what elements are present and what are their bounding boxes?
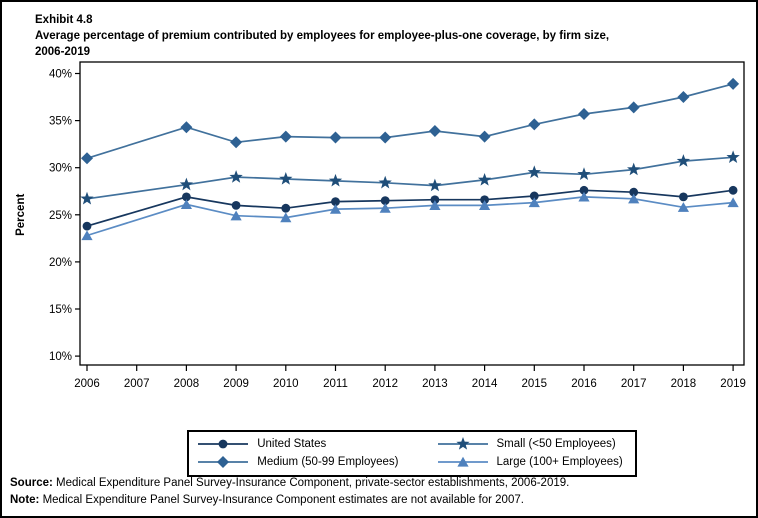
data-point-diamond (628, 101, 640, 113)
x-axis-tick-label: 2008 (173, 378, 200, 390)
data-point-star (627, 163, 640, 176)
y-axis-tick-label: 35% (48, 115, 72, 128)
legend-label: United States (257, 438, 327, 450)
triangle-legend-swatch (437, 454, 489, 470)
data-point-star (80, 192, 93, 205)
chart-legend (187, 430, 637, 477)
star-legend-swatch (437, 436, 489, 452)
data-point-star (726, 150, 739, 163)
legend-item-small-50-employees (437, 436, 623, 452)
data-point-star (677, 154, 690, 167)
data-point-circle (83, 222, 92, 231)
data-point-star (528, 165, 541, 178)
legend-item-large-100-employees (437, 454, 623, 470)
data-point-circle (679, 193, 688, 202)
y-axis-title: Percent (15, 193, 27, 236)
x-axis-tick-label: 2010 (273, 378, 299, 390)
x-axis-tick-label: 2014 (471, 378, 498, 390)
data-point-star (379, 176, 392, 189)
data-point-diamond (528, 118, 540, 130)
data-point-diamond (727, 78, 739, 90)
data-point-star (279, 172, 292, 185)
x-axis-tick-label: 2012 (372, 378, 398, 390)
data-point-star (577, 167, 590, 180)
data-point-diamond (379, 132, 391, 144)
plot-frame (80, 62, 744, 365)
circle-icon (219, 440, 228, 449)
legend-item-united-states (197, 436, 398, 452)
legend-label: Large (100+ Employees) (496, 456, 623, 468)
y-axis-tick-label: 20% (48, 256, 72, 269)
x-axis-tick-label: 2016 (571, 378, 597, 390)
star-icon (456, 437, 469, 450)
data-point-diamond (330, 132, 342, 144)
data-point-circle (281, 204, 290, 213)
y-axis-tick-label: 30% (48, 162, 72, 175)
series-line-diamond (87, 84, 733, 158)
x-axis-tick-label: 2015 (521, 378, 548, 390)
x-axis-tick-label: 2013 (422, 378, 448, 390)
x-axis-tick-label: 2019 (720, 378, 746, 390)
diamond-legend-swatch (197, 454, 249, 470)
y-axis-tick-label: 15% (48, 304, 72, 316)
diamond-icon (217, 456, 229, 468)
chart-title-line1: Average percentage of premium contributed by employees for employee-plus-one coverage, by firm size, (35, 30, 610, 42)
data-point-circle (232, 201, 241, 210)
data-point-circle (729, 186, 738, 195)
x-axis-tick-label: 2018 (670, 378, 697, 390)
data-point-star (428, 179, 441, 192)
data-point-star (180, 178, 193, 191)
data-point-triangle (81, 230, 92, 240)
legend-item-medium-50-99-employees (197, 454, 398, 470)
chart-title-line2: 2006-2019 (35, 46, 90, 58)
circle-legend-swatch (197, 436, 249, 452)
data-point-triangle (181, 199, 192, 209)
data-point-star (229, 170, 242, 183)
y-axis-tick-label: 10% (48, 351, 72, 364)
data-point-diamond (280, 131, 292, 143)
legend-wrap (80, 430, 744, 477)
source-label: Source: (10, 477, 53, 489)
legend-label: Medium (50-99 Employees) (257, 456, 399, 468)
source-text: Medical Expenditure Panel Survey-Insurance Component, private-sector establishments, 2006-2019. (52, 477, 570, 489)
data-point-diamond (479, 131, 491, 143)
x-axis-tick-label: 2007 (123, 378, 150, 390)
source-line (10, 475, 750, 492)
x-axis-tick-label: 2017 (620, 378, 647, 390)
data-point-star (478, 173, 491, 186)
y-axis-tick-label: 40% (48, 68, 72, 81)
chart-footer (10, 475, 750, 508)
x-axis-tick-label: 2011 (323, 378, 348, 390)
data-point-star (329, 174, 342, 187)
data-point-diamond (81, 152, 93, 164)
x-axis-tick-label: 2009 (223, 378, 249, 390)
x-axis-tick-label: 2006 (74, 378, 100, 390)
note-label: Note: (10, 493, 40, 506)
data-point-diamond (230, 136, 242, 148)
note-text: Medical Expenditure Panel Survey-Insurance Component estimates are not available for 2007. (39, 493, 524, 506)
y-axis-tick-label: 25% (48, 209, 72, 222)
legend-label: Small (<50 Employees) (496, 438, 616, 450)
exhibit-label: Exhibit 4.8 (35, 14, 93, 26)
data-point-diamond (180, 121, 192, 133)
note-line (10, 492, 750, 509)
data-point-diamond (578, 108, 590, 120)
premium-contribution-line-chart (2, 2, 756, 422)
data-point-diamond (677, 91, 689, 103)
data-point-diamond (429, 125, 441, 137)
